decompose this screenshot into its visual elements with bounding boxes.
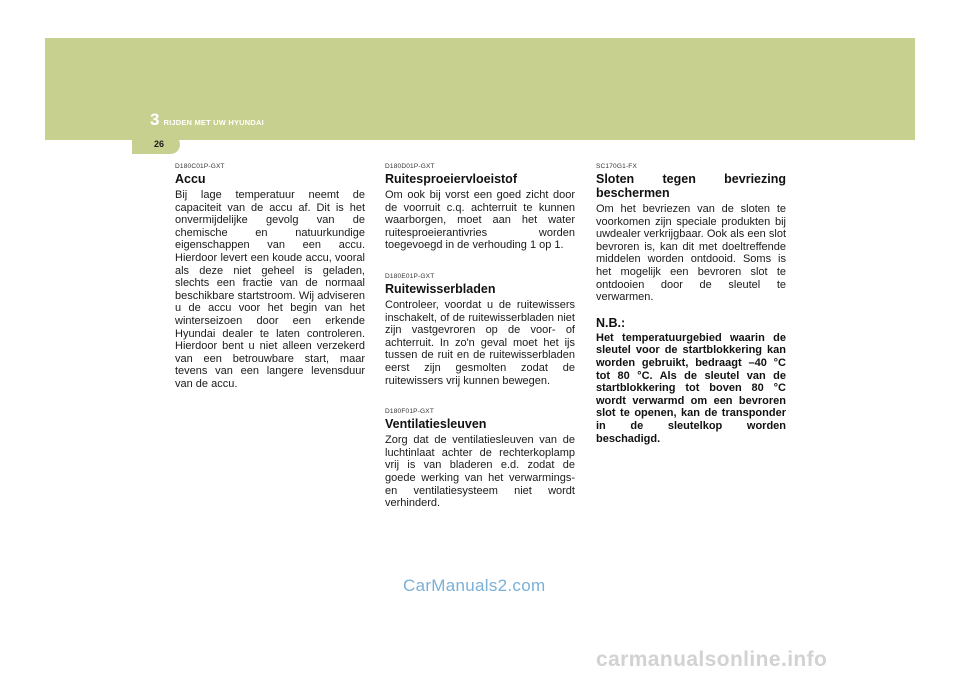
column-accu: [175, 162, 365, 391]
section-code: D180E01P-GXT: [385, 272, 435, 280]
section-code: D180F01P-GXT: [385, 408, 435, 416]
section-ruitesproeier: [385, 162, 575, 252]
note-title: N.B.:: [596, 315, 626, 330]
section-paragraph: Zorg dat de ventilatiesleuven van de luchtinlaat achter de rechterkoplamp vrij is van bladeren e.d. zodat de goede werking van het verwarmings- en ventilatiesysteem niet wordt verhinderd.: [385, 434, 575, 510]
column-winter-tips: [385, 162, 575, 510]
section-heading: Ruitewisserbladen: [385, 281, 496, 296]
section-code: D180D01P-GXT: [385, 163, 435, 170]
chapter-header: [150, 110, 264, 130]
section-ventilatiesleuven: [385, 407, 575, 510]
page-number: 26: [154, 139, 165, 149]
watermark-carmanuals2[interactable]: CarManuals2.com: [403, 576, 546, 595]
section-heading: Accu: [175, 172, 206, 186]
watermark-carmanualsonline: carmanualsonline.info: [596, 648, 828, 671]
section-ruitewisserbladen: [385, 272, 575, 387]
column-sloten: [596, 162, 786, 445]
section-paragraph: Om ook bij vorst een goed zicht door de voorruit c.q. achterruit te kunnen waarborgen, moet aan het water ruitesproeierantivries worden toegevoegd in de verhouding 1 op 1.: [385, 189, 575, 252]
chapter-title: RIJDEN MET UW HYUNDAI: [163, 118, 264, 127]
section-paragraph: Controleer, voordat u de ruitewissers inschakelt, of de ruitewisserbladen niet zijn vastgevroren op de voor- of achterruit. In zo'n geval moet het ijs tussen de ruit en de ruitewisserbladen eerst zijn gesmolten zodat de ruitewissers vrij kunnen bewegen.: [385, 298, 575, 387]
section-heading: Sloten tegen bevriezing beschermen: [596, 172, 786, 200]
section-code: SC170G1-FX: [596, 163, 638, 170]
chapter-number: 3: [150, 110, 160, 129]
page-number-tab: [132, 135, 180, 154]
section-paragraph: Om het bevriezen van de sloten te voorkomen zijn speciale produkten bij uwdealer verkrijgbaar. Ook als een slot bevroren is, kan dit met doeltreffende middelen worden ontdooid. Soms is het mogelijk een bevroren slot te ontdooien door de sleutel te verwarmen.: [596, 203, 786, 304]
section-code: D180C01P-GXT: [175, 163, 225, 170]
section-heading: Ventilatiesleuven: [385, 417, 487, 432]
section-heading: Ruitesproeiervloeistof: [385, 172, 517, 186]
section-paragraph: Bij lage temperatuur neemt de capaciteit van de accu af. Dit is het onvermijdelijke gevolg van de chemische en natuurkundige eigenschappen van een accu. Hierdoor levert een koude accu, vooral als deze niet geheel is geladen, slechts een fractie van de normaal beschikbare startstroom. Wij adviseren u de accu voor het begin van het winterseizoen door een erkende Hyundai dealer te laten controleren. Hierdoor bent u niet alleen verzekerd van een betrouwbare start, maar tevens van een langere levensduur van de accu.: [175, 189, 365, 390]
note-text: Het temperatuurgebied waarin de sleutel voor de startblokkering kan worden gebruikt, bedraagt –40 °C tot 80 °C. Als de sleutel van de startblokkering tot boven 80 °C wordt verwarmd om een bevroren slot te openen, kan de transponder in de sleutelkop worden beschadigd.: [596, 331, 786, 445]
